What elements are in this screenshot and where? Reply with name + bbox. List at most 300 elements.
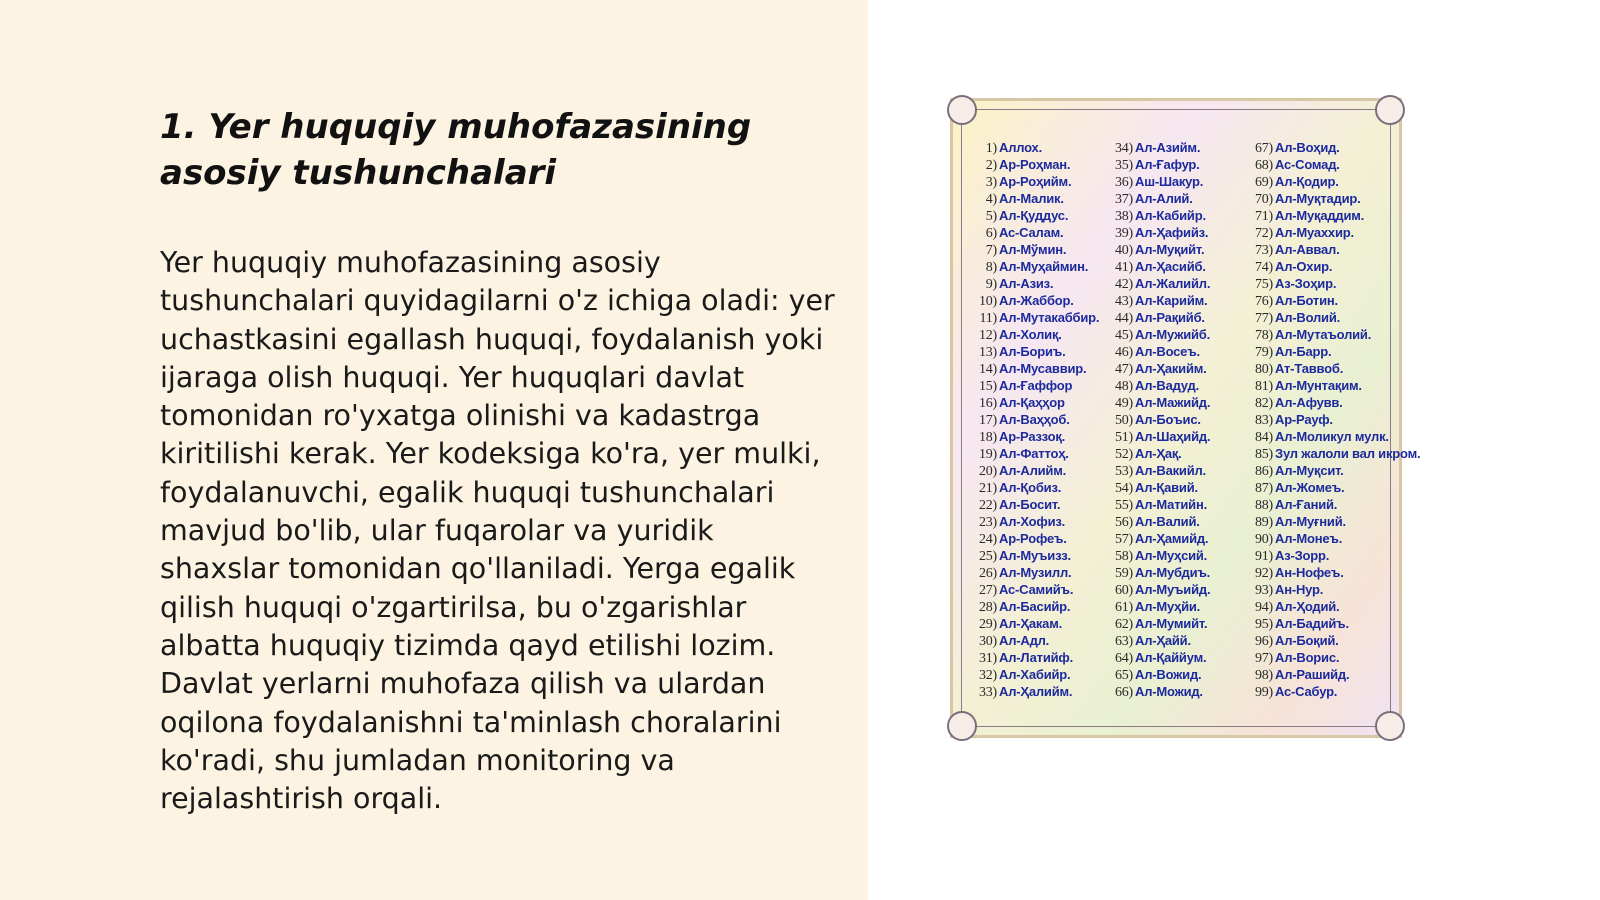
list-item-name: Ал-Боъис. [1135,412,1201,427]
list-item-number: 64) [1114,651,1133,666]
list-item-number: 1) [985,141,997,156]
list-item-name: Ал-Вожид. [1135,667,1202,682]
list-item-name: Ал-Ҳасийб. [1135,259,1206,274]
list-item [1103,241,1243,258]
list-item-number: 82) [1254,396,1273,411]
list-item-name: Ал-Латийф. [999,650,1073,665]
list-item-number: 55) [1114,498,1133,513]
list-item [967,683,1103,700]
list-item-number: 66) [1114,685,1133,700]
list-item [1103,530,1243,547]
list-item-name: Ар-Роҳман. [999,157,1071,172]
list-item-name: Ал-Алий. [1135,191,1193,206]
slide-title: 1. Yer huquqiy muhofazasining asosiy tushunchalari [160,107,752,193]
list-item-number: 27) [978,583,997,598]
list-item-number: 49) [1114,396,1133,411]
list-item-name: Аз-Зорр. [1275,548,1330,563]
list-item-name: Ал-Муқсит. [1275,463,1344,478]
list-item-name: Ал-Жаббор. [999,293,1074,308]
corner-ornament-icon [1375,711,1405,741]
list-item-name: Аш-Шакур. [1135,174,1204,189]
list-item [1243,394,1387,411]
list-item [1243,598,1387,615]
list-item [1103,496,1243,513]
list-item-name: Ал-Муҳсий. [1135,548,1208,563]
list-item [1103,411,1243,428]
list-item [1243,615,1387,632]
list-item-name: Ал-Ботин. [1275,293,1338,308]
list-item-number: 80) [1254,362,1273,377]
list-item-number: 48) [1114,379,1133,394]
list-item [967,496,1103,513]
list-item-number: 30) [978,634,997,649]
list-item-number: 99) [1254,685,1273,700]
list-item [967,156,1103,173]
list-item-number: 52) [1114,447,1133,462]
list-item [1243,326,1387,343]
list-item-name: Ал-Фаттоҳ. [999,446,1069,461]
list-item [967,377,1103,394]
list-item-name: Ал-Муъизз. [999,548,1071,563]
list-item-number: 98) [1254,668,1273,683]
list-item-number: 32) [978,668,997,683]
list-item [967,411,1103,428]
list-item [1243,309,1387,326]
list-item [1243,683,1387,700]
list-item-name: Ал-Басийр. [999,599,1071,614]
list-item [1103,632,1243,649]
list-item-name: Ал-Ҳайй. [1135,633,1191,648]
list-item [967,462,1103,479]
list-item [1103,462,1243,479]
list-item [1243,224,1387,241]
list-item [967,479,1103,496]
list-item [1243,411,1387,428]
list-item-name: Ал-Муғний. [1275,514,1346,529]
list-item [1243,547,1387,564]
list-item-number: 86) [1254,464,1273,479]
list-item [1243,377,1387,394]
list-item-name: Ал-Ҳакийм. [1135,361,1207,376]
list-item-name: Ал-Мумийт. [1135,616,1208,631]
list-item [1103,649,1243,666]
list-item-number: 70) [1254,192,1273,207]
list-item [1243,666,1387,683]
list-item-name: Ал-Шаҳийд. [1135,429,1211,444]
list-item-name: Ал-Алийм. [999,463,1067,478]
list-item [967,309,1103,326]
list-item-number: 79) [1254,345,1273,360]
list-item-number: 77) [1254,311,1273,326]
list-item-number: 76) [1254,294,1273,309]
list-item-name: Ал-Музилл. [999,565,1072,580]
corner-ornament-icon [1375,95,1405,125]
list-item-number: 53) [1114,464,1133,479]
slide-body-text: Yer huquqiy muhofazasining asosiy tushunchalari quyidagilarni o'z ichiga oladi: yer uchastkasini egallash huquqi, foydalanish yoki ijaraga olish huquqi. Yer huquqlari davlat tomonidan ro'yxatga olinishi va kadastrga kiritilishi kerak. Yer kodeksiga ko'ra, yer mulki, foydalanuvchi, egalik huquqi tushunchalari mavjud bo'lib, ular fuqarolar va yuridik shaxslar tomonidan qo'llaniladi. Yerga egalik qilish huquqi o'zgartirilsa, bu o'zgarishlar albatta huquqiy tizimda qayd etilishi lozim. Davlat yerlarni muhofaza qilish va ulardan oqilona foydalanishni ta'minlash choralarini ko'radi, shu jumladan monitoring va rejalashtirish orqali. [160,246,835,816]
list-item-name: Ал-Қодир. [1275,174,1339,189]
list-item [1103,343,1243,360]
list-item-number: 15) [978,379,997,394]
list-item-name: Ал-Рақийб. [1135,310,1205,325]
list-item-number: 9) [985,277,997,292]
list-item-number: 59) [1114,566,1133,581]
list-item [1243,462,1387,479]
list-item-name: Ал-Адл. [999,633,1050,648]
list-item-name: Ал-Восеъ. [1135,344,1200,359]
list-item [1243,241,1387,258]
list-item-number: 35) [1114,158,1133,173]
list-item-name: Ал-Ҳақ. [1135,446,1182,461]
list-item [1243,428,1387,445]
list-item-number: 39) [1114,226,1133,241]
list-item [1103,615,1243,632]
list-item-number: 67) [1254,141,1273,156]
list-item-name: Ал-Азиз. [999,276,1054,291]
list-item-number: 40) [1114,243,1133,258]
list-item-name: Ал-Муҳйи. [1135,599,1201,614]
list-item-number: 45) [1114,328,1133,343]
list-item-number: 2) [985,158,997,173]
list-item [1243,649,1387,666]
list-item-number: 25) [978,549,997,564]
list-item-number: 14) [978,362,997,377]
list-item-name: Ар-Роҳийм. [999,174,1072,189]
list-item-name: Ал-Ҳамийд. [1135,531,1209,546]
list-item [1243,632,1387,649]
list-item [1103,224,1243,241]
list-item-name: Ал-Муаххир. [1275,225,1354,240]
list-item-number: 4) [985,192,997,207]
list-item [967,326,1103,343]
list-item-number: 62) [1114,617,1133,632]
list-item-name: Ас-Сомад. [1275,157,1340,172]
list-item-number: 28) [978,600,997,615]
list-item [967,581,1103,598]
list-item-number: 17) [978,413,997,428]
list-item-name: Ал-Жалийл. [1135,276,1211,291]
list-item-name: Ал-Моликул мулк. [1275,429,1389,444]
list-item-name: Ал-Хофиз. [999,514,1066,529]
list-item-name: Ал-Бадийъ. [1275,616,1349,631]
list-item-name: Ар-Рауф. [1275,412,1333,427]
list-item-name: Ал-Воҳид. [1275,140,1340,155]
list-item-name: Ал-Ҳафийз. [1135,225,1209,240]
list-item [967,292,1103,309]
list-item [967,530,1103,547]
list-item [1243,156,1387,173]
list-item-name: Ал-Хабийр. [999,667,1071,682]
list-item-number: 88) [1254,498,1273,513]
list-item [1103,139,1243,156]
list-item-name: Ас-Самийъ. [999,582,1074,597]
list-item-name: Ас-Салам. [999,225,1064,240]
list-item-number: 24) [978,532,997,547]
list-item-number: 71) [1254,209,1273,224]
list-item [1243,445,1421,462]
list-item-name: Ан-Нур. [1275,582,1324,597]
list-item [1243,581,1387,598]
list-item-name: Ал-Ҳалийм. [999,684,1073,699]
list-item [967,564,1103,581]
list-item-number: 61) [1114,600,1133,615]
list-item-number: 6) [985,226,997,241]
list-item-number: 5) [985,209,997,224]
list-item-number: 65) [1114,668,1133,683]
list-item-name: Ал-Аввал. [1275,242,1340,257]
list-item-number: 85) [1254,447,1273,462]
list-item-name: Ал-Муқаддим. [1275,208,1365,223]
list-item-number: 46) [1114,345,1133,360]
list-item-name: Ал-Карийм. [1135,293,1208,308]
list-item-name: Ал-Муқтадир. [1275,191,1361,206]
list-item [1103,156,1243,173]
list-item-number: 37) [1114,192,1133,207]
list-item [1103,564,1243,581]
list-item [1243,479,1387,496]
list-item-number: 75) [1254,277,1273,292]
list-item [1243,513,1387,530]
list-item-name: Ал-Қавий. [1135,480,1198,495]
list-item-number: 94) [1254,600,1273,615]
list-item [967,598,1103,615]
list-item [967,360,1103,377]
list-item [1103,666,1243,683]
list-item [1243,275,1387,292]
list-item-name: Ал-Монеъ. [1275,531,1343,546]
list-item-name: Ал-Муқийт. [1135,242,1205,257]
list-item-name: Ал-Рашийд. [1275,667,1350,682]
list-item [967,241,1103,258]
list-item [967,207,1103,224]
list-item-number: 18) [978,430,997,445]
list-item-name: Ал-Қуддус. [999,208,1069,223]
list-item [1243,360,1387,377]
list-item-number: 16) [978,396,997,411]
list-item [1103,547,1243,564]
list-item-name: Ал-Матийн. [1135,497,1208,512]
list-item-name: Ал-Мўмин. [999,242,1067,257]
list-item-name: Ат-Таввоб. [1275,361,1344,376]
list-item [1103,360,1243,377]
list-item [1243,496,1387,513]
list-item [967,394,1103,411]
list-item-name: Ал-Ғафур. [1135,157,1200,172]
list-item-number: 43) [1114,294,1133,309]
list-item-name: Ал-Муъийд. [1135,582,1211,597]
list-item-name: Ал-Мутаъолий. [1275,327,1372,342]
list-item-number: 44) [1114,311,1133,326]
list-item-name: Ал-Вакийл. [1135,463,1206,478]
list-item-name: Ал-Қаҳҳор [999,395,1065,410]
list-item-number: 13) [978,345,997,360]
list-item-number: 33) [978,685,997,700]
list-item-number: 78) [1254,328,1273,343]
list-item-name: Ас-Сабур. [1275,684,1338,699]
list-item-name: Ал-Мубдиъ. [1135,565,1211,580]
list-item-number: 83) [1254,413,1273,428]
list-item [1243,292,1387,309]
list-item [1103,581,1243,598]
list-item-name: Ал-Боқий. [1275,633,1339,648]
list-item [1103,309,1243,326]
list-item-number: 11) [979,311,997,326]
list-item-number: 58) [1114,549,1133,564]
list-item-name: Ал-Мусаввир. [999,361,1087,376]
list-item [967,275,1103,292]
list-item-number: 97) [1254,651,1273,666]
list-item [967,428,1103,445]
list-item [1243,564,1387,581]
list-item [1103,598,1243,615]
list-item [967,173,1103,190]
list-item [967,649,1103,666]
list-item-number: 68) [1254,158,1273,173]
list-item-name: Ал-Валий. [1135,514,1200,529]
list-item [967,513,1103,530]
list-item-number: 63) [1114,634,1133,649]
list-item [1103,428,1243,445]
list-item [967,547,1103,564]
list-item-number: 81) [1254,379,1273,394]
list-item-number: 72) [1254,226,1273,241]
list-item-number: 26) [978,566,997,581]
list-item-number: 47) [1114,362,1133,377]
list-item-name: Ар-Раззоқ. [999,429,1066,444]
list-item-number: 93) [1254,583,1273,598]
list-item-number: 42) [1114,277,1133,292]
list-item [967,445,1103,462]
list-item-number: 19) [978,447,997,462]
list-item-number: 51) [1114,430,1133,445]
list-item [1103,190,1243,207]
list-item-name: Ал-Мутакаббир. [999,310,1100,325]
list-item-name: Ал-Азийм. [1135,140,1201,155]
list-item-name: Ал-Ҳакам. [999,616,1063,631]
list-item-number: 50) [1114,413,1133,428]
list-item [1243,190,1387,207]
list-item [1103,377,1243,394]
list-item [1103,326,1243,343]
list-item-name: Ар-Рофеъ. [999,531,1067,546]
list-item-number: 69) [1254,175,1273,190]
list-item-name: Ал-Афувв. [1275,395,1343,410]
list-item [1243,207,1387,224]
list-item [1103,479,1243,496]
list-item [1243,343,1387,360]
list-item-number: 10) [978,294,997,309]
list-item-name: Ал-Бориъ. [999,344,1066,359]
list-item-name: Ан-Нофеъ. [1275,565,1344,580]
list-item [967,224,1103,241]
list-item [1103,513,1243,530]
list-item-name: Ал-Босит. [999,497,1061,512]
list-item-name: Ал-Вадуд. [1135,378,1199,393]
list-item-name: Ал-Холиқ. [999,327,1062,342]
list-item-name: Ал-Ғаффор [999,378,1073,393]
list-item-name: Ал-Ҳодий. [1275,599,1340,614]
list-item [1103,394,1243,411]
list-item-number: 41) [1114,260,1133,275]
list-item-number: 31) [978,651,997,666]
list-item-name: Ал-Қобиз. [999,480,1062,495]
list-item-name: Ал-Можид. [1135,684,1203,699]
list-item [1103,275,1243,292]
list-item-name: Ал-Жомеъ. [1275,480,1345,495]
list-item-name: Ал-Мужийб. [1135,327,1211,342]
list-item [967,666,1103,683]
list-item [1243,530,1387,547]
list-item [967,343,1103,360]
list-item-name: Ал-Қаййум. [1135,650,1207,665]
list-item-name: Ал-Мажийд. [1135,395,1211,410]
list-item-number: 3) [985,175,997,190]
list-item-number: 87) [1254,481,1273,496]
list-item [1103,445,1243,462]
list-item-name: Ал-Волий. [1275,310,1341,325]
names-grid [967,139,1421,700]
list-item-number: 21) [978,481,997,496]
list-item-number: 60) [1114,583,1133,598]
list-item [1103,258,1243,275]
list-item [967,615,1103,632]
list-item [967,139,1103,156]
list-item [967,190,1103,207]
list-item [1103,292,1243,309]
list-item-name: Ал-Кабийр. [1135,208,1206,223]
list-item [967,258,1103,275]
list-item-number: 91) [1254,549,1273,564]
list-item-number: 29) [978,617,997,632]
list-item-number: 96) [1254,634,1273,649]
list-item-number: 38) [1114,209,1133,224]
list-item-number: 90) [1254,532,1273,547]
list-item [1243,258,1387,275]
list-item [1243,139,1387,156]
list-item-name: Аллох. [999,140,1042,155]
list-item-name: Ал-Мунтақим. [1275,378,1362,393]
list-item-number: 92) [1254,566,1273,581]
list-item-number: 95) [1254,617,1273,632]
list-item-number: 36) [1114,175,1133,190]
list-item-number: 84) [1254,430,1273,445]
corner-ornament-icon [947,95,977,125]
list-item-name: Ал-Малик. [999,191,1064,206]
list-item-number: 54) [1114,481,1133,496]
list-item-number: 22) [978,498,997,513]
list-item [1243,173,1387,190]
list-item-name: Ал-Ваҳҳоб. [999,412,1070,427]
list-item-number: 34) [1114,141,1133,156]
list-item-number: 20) [978,464,997,479]
list-item-number: 89) [1254,515,1273,530]
list-item-number: 8) [985,260,997,275]
list-item-name: Ал-Ворис. [1275,650,1340,665]
list-item-number: 73) [1254,243,1273,258]
list-item [967,632,1103,649]
list-item-number: 23) [978,515,997,530]
list-item-name: Зул жалоли вал икром. [1275,446,1421,461]
list-item [1103,173,1243,190]
list-item-number: 7) [985,243,997,258]
list-item-number: 56) [1114,515,1133,530]
list-item [1103,683,1243,700]
list-item-name: Ал-Барр. [1275,344,1332,359]
list-item-name: Ал-Ғаний. [1275,497,1338,512]
list-item-name: Ал-Охир. [1275,259,1333,274]
list-item [1103,207,1243,224]
list-item-name: Аз-Зоҳир. [1275,276,1337,291]
list-item-number: 12) [978,328,997,343]
